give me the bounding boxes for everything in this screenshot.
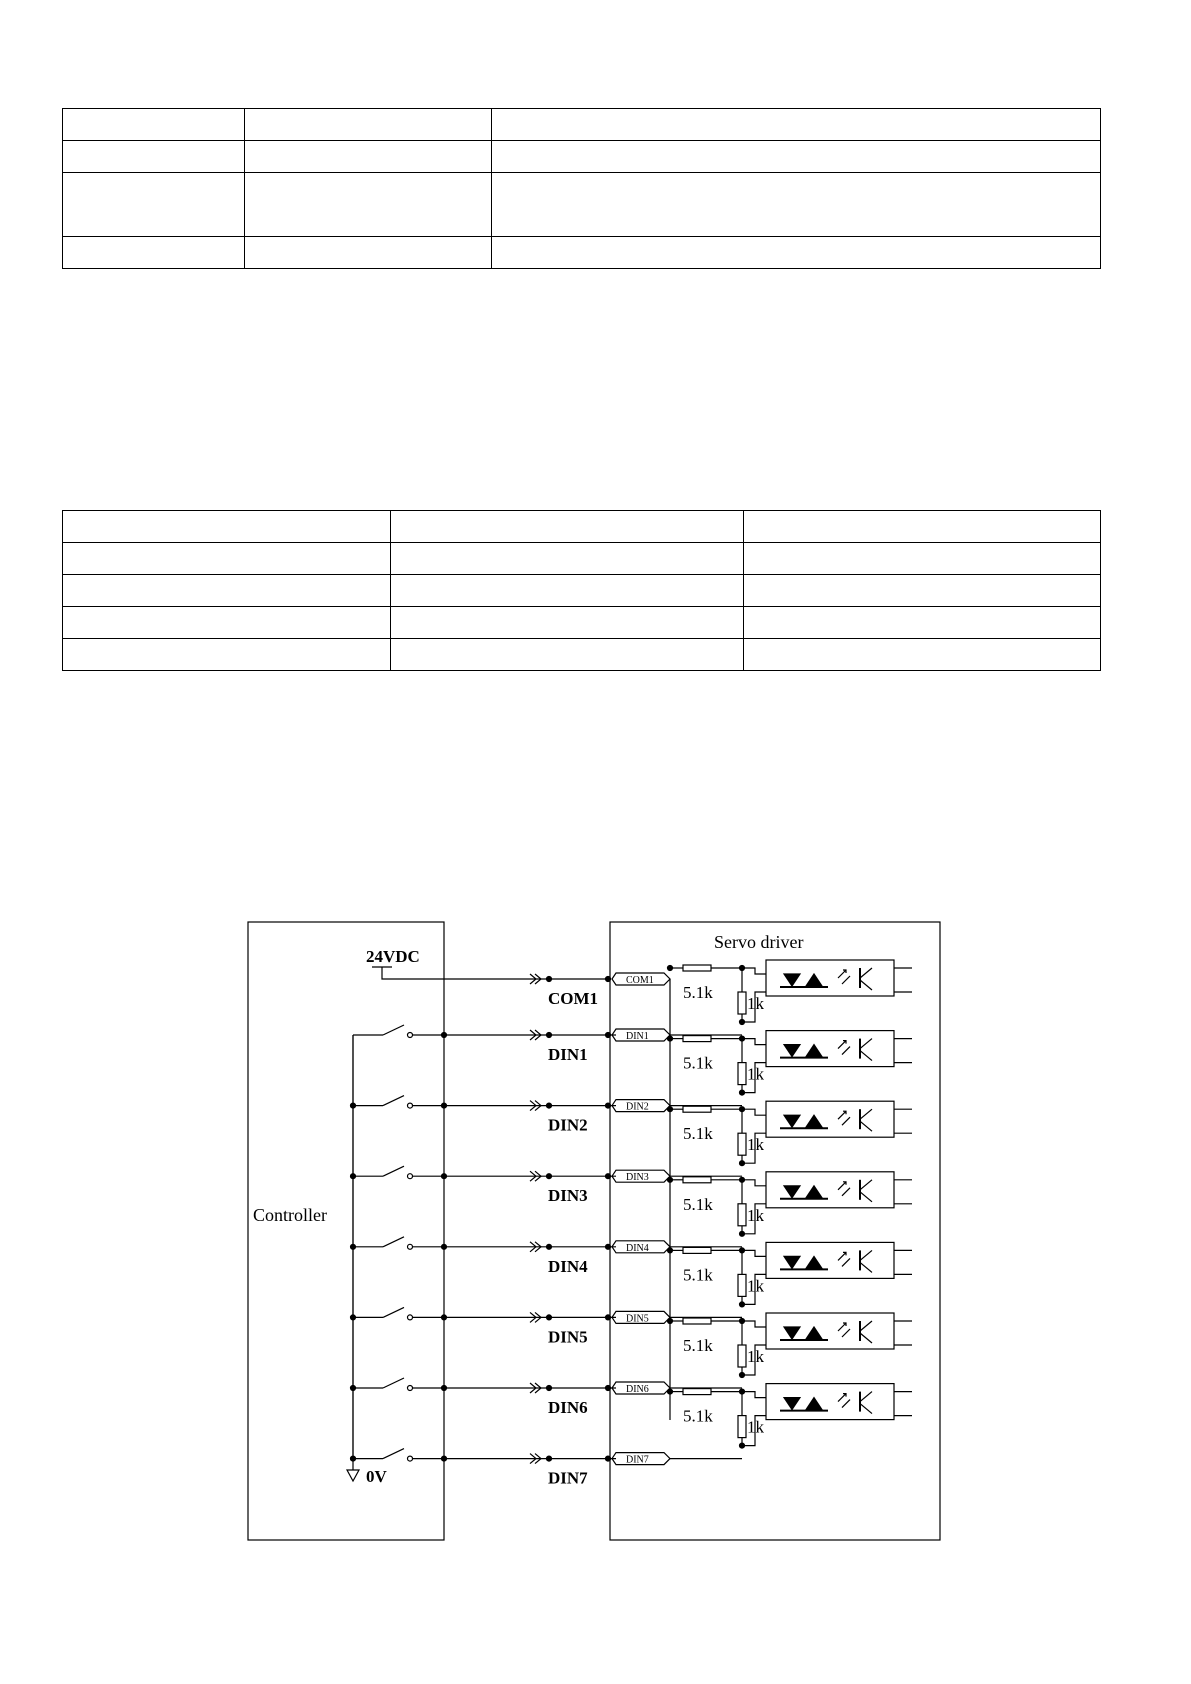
junction-dot — [740, 1020, 745, 1025]
opto-wire — [742, 1250, 766, 1256]
opto-wire — [742, 968, 766, 974]
opto-wire — [742, 1321, 766, 1327]
servo-driver-label: Servo driver — [714, 932, 804, 952]
switch-icon — [383, 1237, 404, 1247]
optocoupler-box — [766, 1101, 894, 1137]
light-arrow-icon — [842, 1400, 850, 1408]
shunt-resistor-label: 1k — [747, 1135, 764, 1155]
din-label: DIN4 — [548, 1256, 588, 1276]
junction-dot — [547, 1456, 552, 1461]
junction-dot — [547, 1244, 552, 1249]
junction-dot — [740, 1090, 745, 1095]
junction-dot — [740, 1231, 745, 1236]
series-resistor — [683, 1318, 711, 1324]
shunt-resistor — [738, 1204, 746, 1226]
din-label: DIN6 — [548, 1398, 588, 1417]
din-label: DIN1 — [548, 1045, 588, 1064]
switch-contact — [408, 1174, 413, 1179]
junction-dot — [547, 1174, 552, 1179]
din-pin-label: DIN3 — [626, 1172, 649, 1184]
shunt-resistor-label: 1k — [747, 1417, 764, 1437]
series-resistor-label: 5.1k — [683, 1124, 713, 1144]
phototransistor-icon — [860, 1109, 872, 1131]
switch-contact — [408, 1103, 413, 1108]
led-icon — [806, 1398, 822, 1410]
junction-dot — [606, 1103, 611, 1108]
phototransistor-icon — [860, 1180, 872, 1202]
led-icon — [806, 1045, 822, 1057]
light-arrow-icon — [842, 1258, 850, 1266]
com-pin-label: COM1 — [626, 975, 654, 986]
phototransistor-icon — [860, 1392, 872, 1414]
junction-dot — [740, 1161, 745, 1166]
shunt-resistor — [738, 1345, 746, 1367]
switch-contact — [408, 1244, 413, 1249]
shunt-resistor-label: 1k — [747, 994, 764, 1013]
series-resistor — [683, 1106, 711, 1112]
series-resistor — [683, 965, 711, 971]
series-resistor-label: 5.1k — [683, 1053, 713, 1073]
com-node — [606, 977, 611, 982]
switch-contact — [408, 1315, 413, 1320]
opto-wire — [742, 1109, 766, 1115]
light-arrow-icon — [838, 1182, 846, 1190]
light-arrow-icon — [838, 1111, 846, 1119]
light-arrow-icon — [842, 1117, 850, 1125]
phototransistor-icon — [860, 968, 872, 990]
junction-dot — [740, 1443, 745, 1448]
shunt-resistor — [738, 1133, 746, 1155]
series-resistor-label: 5.1k — [683, 1265, 713, 1285]
led-icon — [806, 974, 822, 986]
din-pin-label: DIN6 — [626, 1384, 649, 1395]
servo-driver-box — [610, 922, 940, 1540]
light-arrow-icon — [838, 1041, 846, 1049]
din-pin-label: DIN2 — [626, 1101, 649, 1113]
ground-icon — [347, 1470, 359, 1481]
series-resistor-label: 5.1k — [683, 1406, 713, 1426]
din-label: DIN3 — [548, 1186, 588, 1206]
switch-icon — [383, 1166, 404, 1176]
shunt-resistor — [738, 1063, 746, 1085]
light-arrow-icon — [842, 1329, 850, 1337]
light-arrow-icon — [838, 1394, 846, 1402]
junction-dot — [606, 1033, 611, 1038]
led-icon — [806, 1115, 822, 1127]
led-icon — [784, 1256, 800, 1268]
series-resistor-label: 5.1k — [683, 1194, 713, 1214]
light-arrow-icon — [838, 1252, 846, 1260]
shunt-resistor-label: 1k — [747, 1276, 764, 1296]
ground-label: 0V — [366, 1467, 387, 1486]
series-resistor — [683, 1036, 711, 1042]
switch-icon — [383, 1307, 404, 1317]
shunt-resistor — [738, 1416, 746, 1438]
opto-wire — [742, 1180, 766, 1186]
shunt-resistor — [738, 992, 746, 1014]
led-icon — [806, 1256, 822, 1268]
optocoupler-box — [766, 1313, 894, 1349]
junction-dot — [606, 1174, 611, 1179]
din-label: DIN7 — [548, 1468, 588, 1488]
optocoupler-box — [766, 1031, 894, 1067]
shunt-resistor — [738, 1274, 746, 1296]
series-resistor — [683, 1389, 711, 1395]
led-icon — [784, 1115, 800, 1127]
junction-dot — [668, 966, 673, 971]
phototransistor-icon — [860, 1039, 872, 1061]
din-label: DIN5 — [548, 1327, 588, 1347]
switch-contact — [408, 1456, 413, 1461]
din-pin-label: DIN4 — [626, 1242, 649, 1254]
switch-icon — [383, 1378, 404, 1388]
light-arrow-icon — [842, 1047, 850, 1055]
input-rows — [351, 960, 913, 1488]
optocoupler-box — [766, 1242, 894, 1278]
shunt-resistor-label: 1k — [747, 1347, 764, 1366]
switch-contact — [408, 1386, 413, 1391]
phototransistor-icon — [860, 1250, 872, 1272]
opto-wire — [742, 1392, 766, 1398]
led-icon — [784, 974, 800, 986]
switch-icon — [383, 1449, 404, 1459]
optocoupler-box — [766, 960, 894, 996]
switch-contact — [408, 1033, 413, 1038]
series-resistor-label: 5.1k — [683, 1336, 713, 1355]
optocoupler-box — [766, 1384, 894, 1420]
com-node — [547, 977, 552, 982]
supply-label: 24VDC — [366, 947, 420, 966]
junction-dot — [547, 1386, 552, 1391]
junction-dot — [606, 1386, 611, 1391]
light-arrow-icon — [838, 1323, 846, 1331]
switch-icon — [383, 1025, 404, 1035]
com-label: COM1 — [548, 989, 599, 1008]
controller-label: Controller — [253, 1205, 327, 1225]
series-resistor — [683, 1247, 711, 1253]
optocoupler-box — [766, 1172, 894, 1208]
led-icon — [806, 1186, 822, 1198]
led-icon — [784, 1186, 800, 1198]
junction-dot — [547, 1315, 552, 1320]
phototransistor-icon — [860, 1321, 872, 1343]
junction-dot — [606, 1315, 611, 1320]
junction-dot — [606, 1456, 611, 1461]
junction-dot — [606, 1244, 611, 1249]
light-arrow-icon — [842, 1188, 850, 1196]
series-resistor — [683, 1177, 711, 1183]
junction-dot — [547, 1033, 552, 1038]
light-arrow-icon — [838, 970, 846, 978]
din-pin-label: DIN1 — [626, 1031, 649, 1042]
junction-dot — [547, 1103, 552, 1108]
com-wire — [382, 967, 610, 979]
led-icon — [784, 1398, 800, 1410]
opto-wire — [742, 1039, 766, 1045]
light-arrow-icon — [842, 976, 850, 984]
controller-box — [248, 922, 444, 1540]
led-icon — [806, 1327, 822, 1339]
led-icon — [784, 1327, 800, 1339]
din-label: DIN2 — [548, 1115, 588, 1135]
series-resistor-label: 5.1k — [683, 983, 713, 1002]
shunt-resistor-label: 1k — [747, 1205, 764, 1225]
din-pin-label: DIN7 — [626, 1454, 649, 1466]
din-pin-label: DIN5 — [626, 1313, 649, 1325]
switch-icon — [383, 1096, 404, 1106]
led-icon — [784, 1045, 800, 1057]
junction-dot — [740, 1373, 745, 1378]
shunt-resistor-label: 1k — [747, 1064, 764, 1084]
junction-dot — [740, 1302, 745, 1307]
